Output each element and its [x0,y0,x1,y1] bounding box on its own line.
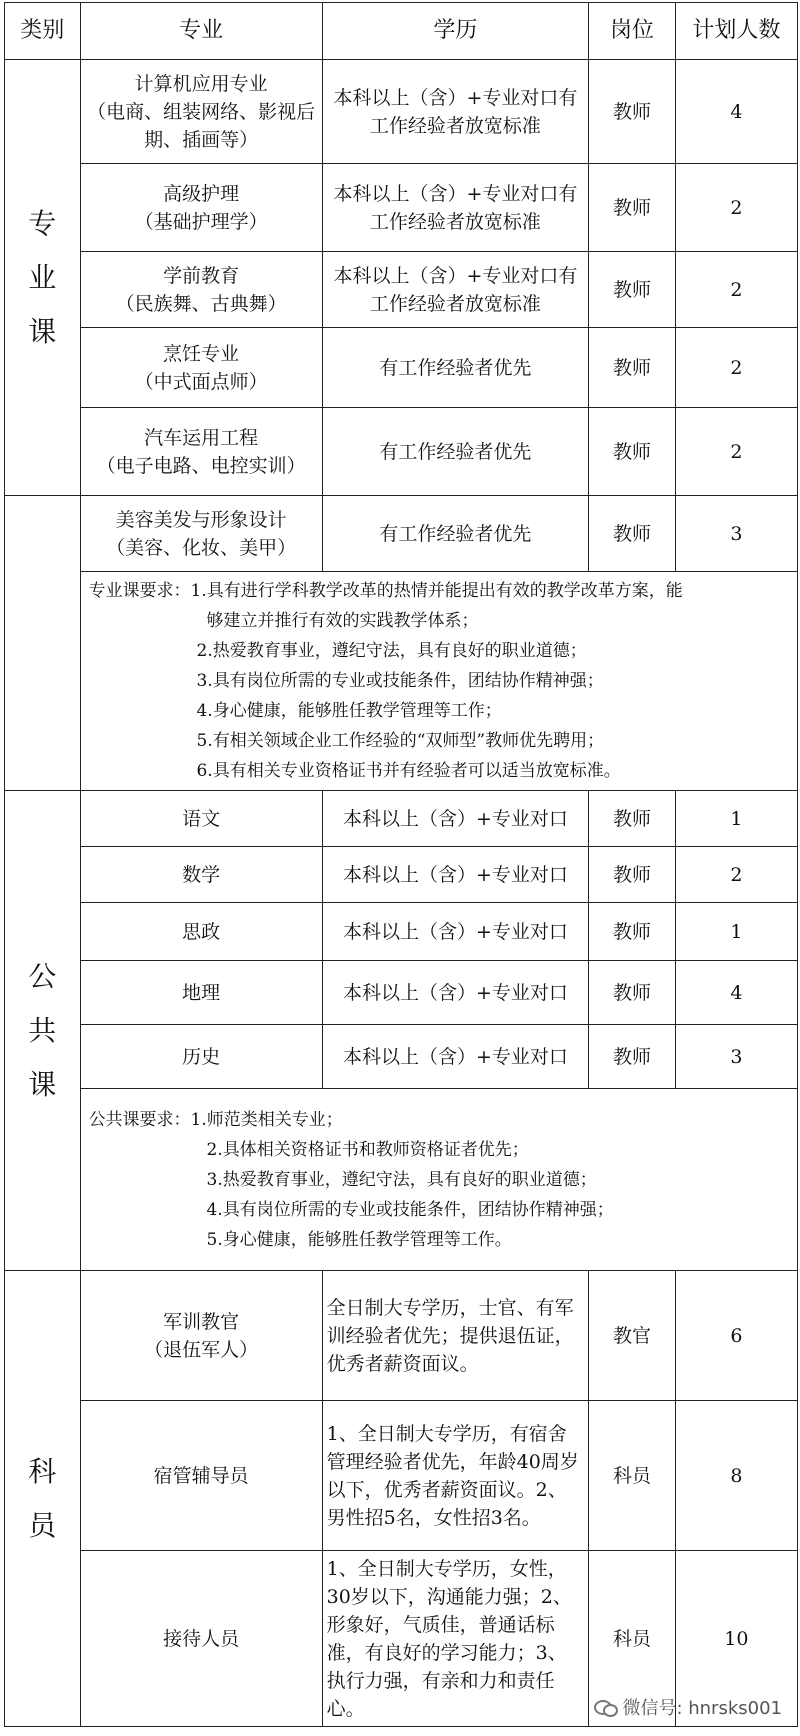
table-row [5,328,798,408]
position-cell: 教师 [589,791,676,847]
requirements-row [5,1089,798,1271]
position-cell: 教师 [589,496,676,572]
count-cell: 1 [675,791,797,847]
recruitment-table [4,2,798,1727]
major-cell: 语文 [80,791,322,847]
education-cell: 本科以上（含）+专业对口 [322,961,589,1025]
count-cell: 2 [675,328,797,408]
table-row [5,496,798,572]
count-cell: 4 [675,60,797,164]
major-cell: 烹饪专业 （中式面点师） [80,328,322,408]
major-cell: 地理 [80,961,322,1025]
table-row [5,961,798,1025]
count-cell: 2 [675,164,797,252]
header-category: 类别 [5,3,81,60]
table-row [5,252,798,328]
position-cell: 教官 [589,1271,676,1401]
education-cell: 全日制大专学历，士官、有军训经验者优先；提供退伍证，优秀者薪资面议。 [322,1271,589,1401]
major-cell: 思政 [80,903,322,961]
category-staff: 科 员 [5,1271,81,1727]
professional-requirements: 专业课要求：1.具有进行学科教学改革的热情并能提出有效的教学改革方案，能 够建立并推行有效的实践教学体系； 2.热爱教育事业，遵纪守法，具有良好的职业道德； 3.具有岗位所需的专业或技能条件，团结协作精神强； 4.身心健康，能够胜任教学管理等工作； 5.有相关领域企业工作经验的“双师型”教师优先聘用； 6.具有相关专业资格证书并有经验者可以适当放宽标准。 [80,572,797,791]
table-row [5,903,798,961]
public-requirements: 公共课要求：1.师范类相关专业； 2.具体相关资格证书和教师资格证者优先； 3.热爱教育事业，遵纪守法，具有良好的职业道德； 4.具有岗位所需的专业或技能条件，团结协作精神强； 5.身心健康，能够胜任教学管理等工作。 [80,1089,797,1271]
education-cell: 有工作经验者优先 [322,328,589,408]
position-cell: 教师 [589,164,676,252]
education-cell: 本科以上（含）+专业对口有工作经验者放宽标准 [322,252,589,328]
position-cell: 教师 [589,1025,676,1089]
position-cell: 教师 [589,328,676,408]
education-cell: 有工作经验者优先 [322,496,589,572]
position-cell: 教师 [589,60,676,164]
position-cell: 科员 [589,1551,676,1727]
position-cell: 教师 [589,408,676,496]
education-cell: 1、全日制大专学历，有宿舍管理经验者优先，年龄40周岁以下，优秀者薪资面议。2、男性招5名，女性招3名。 [322,1401,589,1551]
header-education: 学历 [322,3,589,60]
count-cell: 2 [675,408,797,496]
major-cell: 军训教官 （退伍军人） [80,1271,322,1401]
education-cell: 有工作经验者优先 [322,408,589,496]
count-cell: 8 [675,1401,797,1551]
position-cell: 教师 [589,961,676,1025]
count-cell: 1 [675,903,797,961]
header-row [5,3,798,60]
count-cell: 3 [675,1025,797,1089]
major-cell: 学前教育 （民族舞、古典舞） [80,252,322,328]
count-cell: 10 [675,1551,797,1727]
major-cell: 接待人员 [80,1551,322,1727]
count-cell: 2 [675,252,797,328]
major-cell: 高级护理 （基础护理学） [80,164,322,252]
count-cell: 6 [675,1271,797,1401]
position-cell: 教师 [589,252,676,328]
major-cell: 数学 [80,847,322,903]
education-cell: 本科以上（含）+专业对口有工作经验者放宽标准 [322,164,589,252]
requirements-row [5,572,798,791]
major-cell: 历史 [80,1025,322,1089]
count-cell: 2 [675,847,797,903]
count-cell: 3 [675,496,797,572]
education-cell: 本科以上（含）+专业对口 [322,903,589,961]
education-cell: 本科以上（含）+专业对口 [322,791,589,847]
table-row [5,60,798,164]
table-row [5,1025,798,1089]
education-cell: 1、全日制大专学历，女性，30岁以下，沟通能力强；2、形象好，气质佳，普通话标准，有良好的学习能力；3、执行力强，有亲和力和责任心。 [322,1551,589,1727]
category-blank [5,496,81,791]
table-row [5,1271,798,1401]
table-row [5,791,798,847]
major-cell: 美容美发与形象设计 （美容、化妆、美甲） [80,496,322,572]
table-row [5,1401,798,1551]
position-cell: 科员 [589,1401,676,1551]
wechat-icon [594,1698,616,1716]
header-major: 专业 [80,3,322,60]
education-cell: 本科以上（含）+专业对口 [322,1025,589,1089]
header-position: 岗位 [589,3,676,60]
major-cell: 计算机应用专业 （电商、组装网络、影视后期、插画等） [80,60,322,164]
major-cell: 宿管辅导员 [80,1401,322,1551]
position-cell: 教师 [589,847,676,903]
education-cell: 本科以上（含）+专业对口有工作经验者放宽标准 [322,60,589,164]
table-row [5,164,798,252]
count-cell: 4 [675,961,797,1025]
position-cell: 教师 [589,903,676,961]
major-cell: 汽车运用工程 （电子电路、电控实训） [80,408,322,496]
table-row [5,847,798,903]
category-public: 公 共 课 [5,791,81,1271]
category-professional: 专 业 课 [5,60,81,496]
table-row [5,408,798,496]
watermark [594,1694,782,1720]
watermark-text: 微信号: hnrsks001 [622,1698,782,1719]
education-cell: 本科以上（含）+专业对口 [322,847,589,903]
header-planned: 计划人数 [675,3,797,60]
